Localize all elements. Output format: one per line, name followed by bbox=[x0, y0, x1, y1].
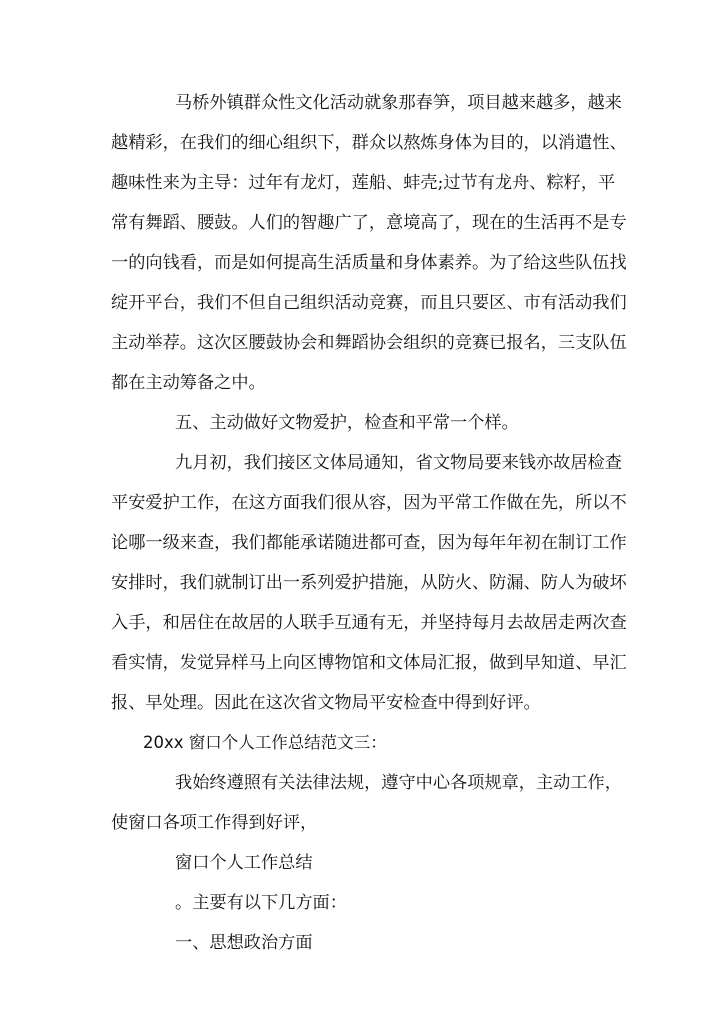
paragraph-1-line-5: 一的向钱看，而是如何提高生活质量和身体素养。为了给这些队伍找 bbox=[111, 253, 627, 273]
paragraph-3-line-2: 使窗口各项工作得到好评， bbox=[111, 813, 318, 833]
paragraph-1-line-4: 常有舞蹈、腰鼓。人们的智趣广了，意境高了，现在的生活再不是专 bbox=[111, 213, 627, 233]
paragraph-2-line-7: 报、早处理。因此在这次省文物局平安检查中得到好评。 bbox=[111, 693, 541, 713]
paragraph-1-line-7: 主动举荐。这次区腰鼓协会和舞蹈协会组织的竞赛已报名，三支队伍 bbox=[111, 333, 627, 353]
aspect-1-heading: 一、思想政治方面 bbox=[175, 933, 313, 953]
section-3-heading: 20xx 窗口个人工作总结范文三： bbox=[143, 733, 387, 752]
section-5-heading: 五、主动做好文物爱护，检查和平常一个样。 bbox=[175, 413, 519, 433]
paragraph-2-line-4: 安排时，我们就制订出一系列爱护措施，从防火、防漏、防人为破坏 bbox=[111, 573, 627, 593]
summary-title: 窗口个人工作总结 bbox=[175, 853, 313, 873]
aspects-intro: 。主要有以下几方面： bbox=[175, 893, 347, 913]
paragraph-2-line-5: 入手，和居住在故居的人联手互通有无，并坚持每月去故居走两次查 bbox=[111, 613, 627, 633]
paragraph-1-line-6: 绽开平台，我们不但自己组织活动竞赛，而且只要区、市有活动我们 bbox=[111, 293, 627, 313]
paragraph-2-line-1: 九月初，我们接区文体局通知，省文物局要来钱亦故居检查 bbox=[175, 453, 622, 473]
paragraph-1-line-1: 马桥外镇群众性文化活动就象那春笋，项目越来越多，越来 bbox=[175, 93, 622, 113]
paragraph-2-line-3: 论哪一级来查，我们都能承诺随进都可查，因为每年年初在制订工作 bbox=[111, 533, 627, 553]
paragraph-1-line-3: 趣味性来为主导：过年有龙灯，莲船、蚌壳;过节有龙舟、粽籽，平 bbox=[111, 173, 616, 193]
paragraph-1-line-2: 越精彩，在我们的细心组织下，群众以熬炼身体为目的，以消遣性、 bbox=[111, 133, 627, 153]
paragraph-1-line-8: 都在主动筹备之中。 bbox=[111, 373, 266, 393]
paragraph-2-line-6: 看实情，发觉异样马上向区博物馆和文体局汇报，做到早知道、早汇 bbox=[111, 653, 627, 673]
paragraph-3-line-1: 我始终遵照有关法律法规，遵守中心各项规章，主动工作， bbox=[175, 773, 622, 793]
paragraph-2-line-2: 平安爱护工作，在这方面我们很从容，因为平常工作做在先，所以不 bbox=[111, 493, 627, 513]
